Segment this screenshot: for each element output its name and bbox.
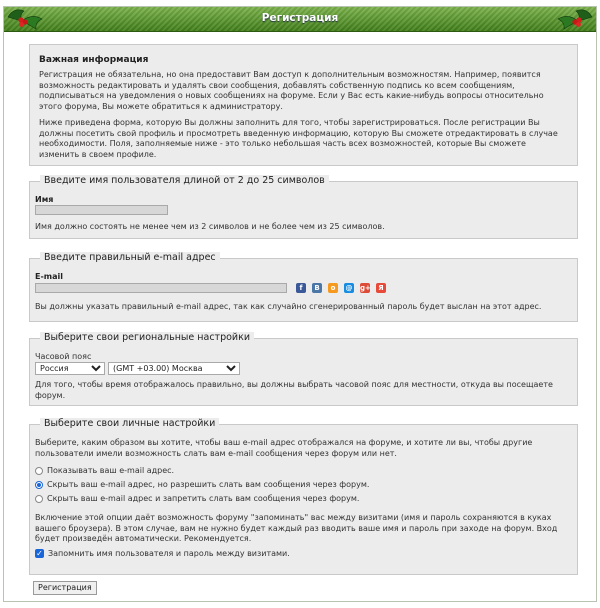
radio-button[interactable] [35, 467, 43, 475]
remember-label: Запомнить имя пользователя и пароль между визитами. [48, 549, 290, 558]
personal-legend: Выберите свои личные настройки [40, 418, 219, 429]
username-legend: Введите имя пользователя длиной от 2 до 25 символов [40, 175, 329, 186]
page-title: Регистрация [261, 12, 339, 24]
radio-button[interactable] [35, 495, 43, 503]
email-option-hide-deny[interactable] [35, 494, 359, 503]
email-fieldset [29, 252, 578, 322]
email-input[interactable] [35, 283, 287, 293]
username-label: Имя [35, 195, 54, 204]
odnoklassniki-icon[interactable]: о [328, 283, 338, 293]
vkontakte-icon[interactable]: B [312, 283, 322, 293]
radio-label: Показывать ваш e-mail адрес. [47, 466, 175, 475]
facebook-icon[interactable]: f [296, 283, 306, 293]
timezone-select[interactable] [108, 362, 240, 375]
yandex-icon[interactable]: Я [376, 283, 386, 293]
register-button[interactable]: Регистрация [33, 581, 97, 595]
timezone-label: Часовой пояс [35, 352, 92, 361]
info-paragraph: Ниже приведена форма, которую Вы должны заполнить для того, чтобы зарегистрироваться. После регистрации Вы должны посетить свой профиль и просмотреть введенную информацию, которую Вы сможете отредактировать в случае необходимости. Поля, заполняемые ниже - это только небольшая часть всех возможностей, которые Вы сможете изменить в своем профиле. [39, 118, 558, 159]
email-hint: Вы должны указать правильный e-mail адрес, так как случайно сгенерированный пароль будет выслан на этот адрес. [35, 302, 542, 311]
remember-me-checkbox[interactable] [35, 549, 290, 558]
info-paragraph: Регистрация не обязательна, но она предоставит Вам доступ к дополнительным возможностям. Например, появится возможность редактировать и удалять свои сообщения, добавлять собственную подпись ко всем сообщениям, подписываться на уведомления о новых сообщениях на форуме. Если у Вас есть какие-нибудь вопросы относительно этого форума, Вы можете обратиться к администратору. [39, 70, 544, 111]
username-fieldset [29, 175, 578, 239]
username-input[interactable] [35, 205, 168, 215]
regional-hint: Для того, чтобы время отображалось правильно, вы должны выбрать часовой пояс для местности, откуда вы посещаете форум. [35, 380, 553, 400]
radio-label: Скрыть ваш e-mail адрес, но разрешить слать вам сообщения через форум. [47, 480, 370, 489]
email-legend: Введите правильный e-mail адрес [40, 252, 220, 263]
checkmark-icon[interactable]: ✓ [36, 549, 43, 558]
holly-icon [552, 3, 598, 31]
regional-fieldset [29, 332, 578, 406]
personal-fieldset [29, 418, 578, 575]
radio-button[interactable] [35, 481, 43, 489]
email-option-show[interactable] [35, 466, 174, 475]
important-info-box [29, 44, 578, 166]
mailru-icon[interactable]: @ [345, 284, 353, 292]
username-hint: Имя должно состоять не менее чем из 2 символов и не более чем из 25 символов. [35, 222, 385, 231]
email-label: E-mail [35, 272, 64, 281]
title-bar [4, 7, 596, 32]
regional-legend: Выберите свои региональные настройки [40, 332, 254, 343]
googleplus-icon[interactable]: g+ [360, 284, 371, 292]
info-heading: Важная информация [39, 55, 149, 65]
radio-label: Скрыть ваш e-mail адрес и запретить слать вам сообщения через форум. [47, 494, 360, 503]
email-option-hide-allow[interactable] [35, 480, 369, 489]
remember-description: Включение этой опции даёт возможность форуму "запоминать" вас между визитами (имя и пароль сохраняются в куках вашего броузера). В этом случае, вам не нужно будет каждый раз вводить ваше имя и пароль при заходе на форум. Вход будет произведён автоматически. Рекомендуется. [35, 513, 558, 543]
personal-intro: Выберите, каким образом вы хотите, чтобы ваш e-mail адрес отображался на форуме, и хотите ли вы, чтобы другие пользователи имели возможность слать вам e-mail сообщения через форум или нет. [35, 438, 533, 458]
country-select[interactable] [35, 362, 105, 375]
